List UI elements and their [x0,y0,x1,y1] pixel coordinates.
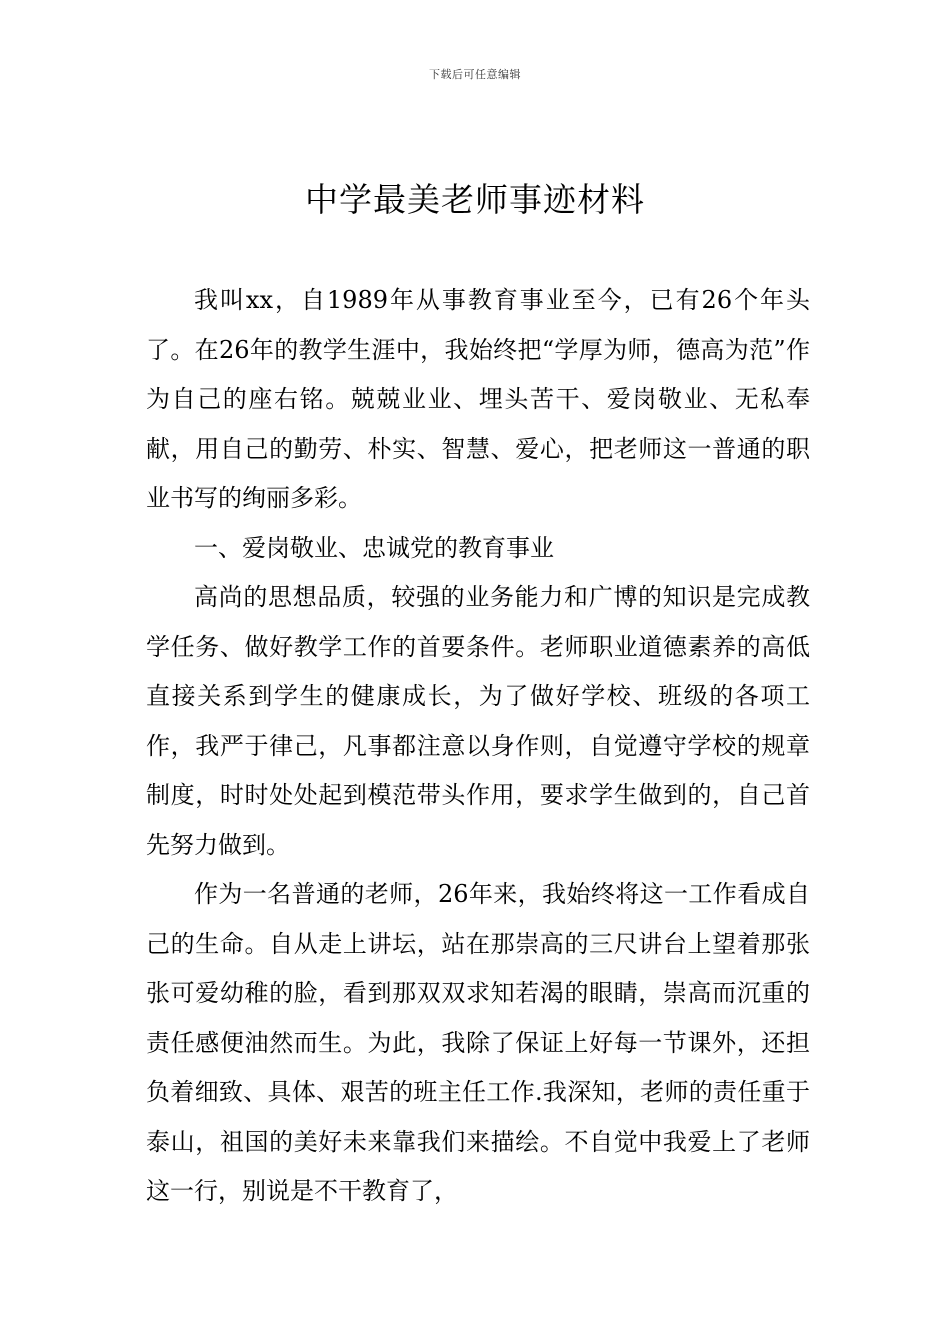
header-note: 下载后可任意编辑 [429,68,521,81]
section-heading-1: 一、爱岗敬业、忠诚党的教育事业 [194,533,554,562]
document-title: 中学最美老师事迹材料 [305,180,645,219]
paragraph-dedication: 作为一名普通的老师，26年来，我始终将这一工作看成自己的生命。自从走上讲坛，站在那崇高的三尺讲台上望着那张张可爱幼稚的脸，看到那双双求知若渴的眼睛，崇高而沉重的责任感便油然而生。为此，我除了保证上好每一节课外，还担负着细致、具体、艰苦的班主任工作.我深知，老师的责任重于泰山，祖国的美好未来靠我们来描绘。不自觉中我爱上了老师这一行，别说是不干教育了， [146,880,810,1205]
paragraph-intro: 我叫xx，自1989年从事教育事业至今，已有26个年头了。在26年的教学生涯中，我始终把“学厚为师，德高为范”作为自己的座右铭。兢兢业业、埋头苦干、爱岗敬业、无私奉献，用自己的勤劳、朴实、智慧、爱心，把老师这一普通的职业书写的绚丽多彩。 [146,286,810,512]
document-body [146,276,810,1217]
paragraph-qualities: 高尚的思想品质，较强的业务能力和广博的知识是完成教学任务、做好教学工作的首要条件。老师职业道德素养的高低直接关系到学生的健康成长，为了做好学校、班级的各项工作，我严于律己，凡事都注意以身作则，自觉遵守学校的规章制度，时时处处起到模范带头作用，要求学生做到的，自己首先努力做到。 [146,583,810,859]
